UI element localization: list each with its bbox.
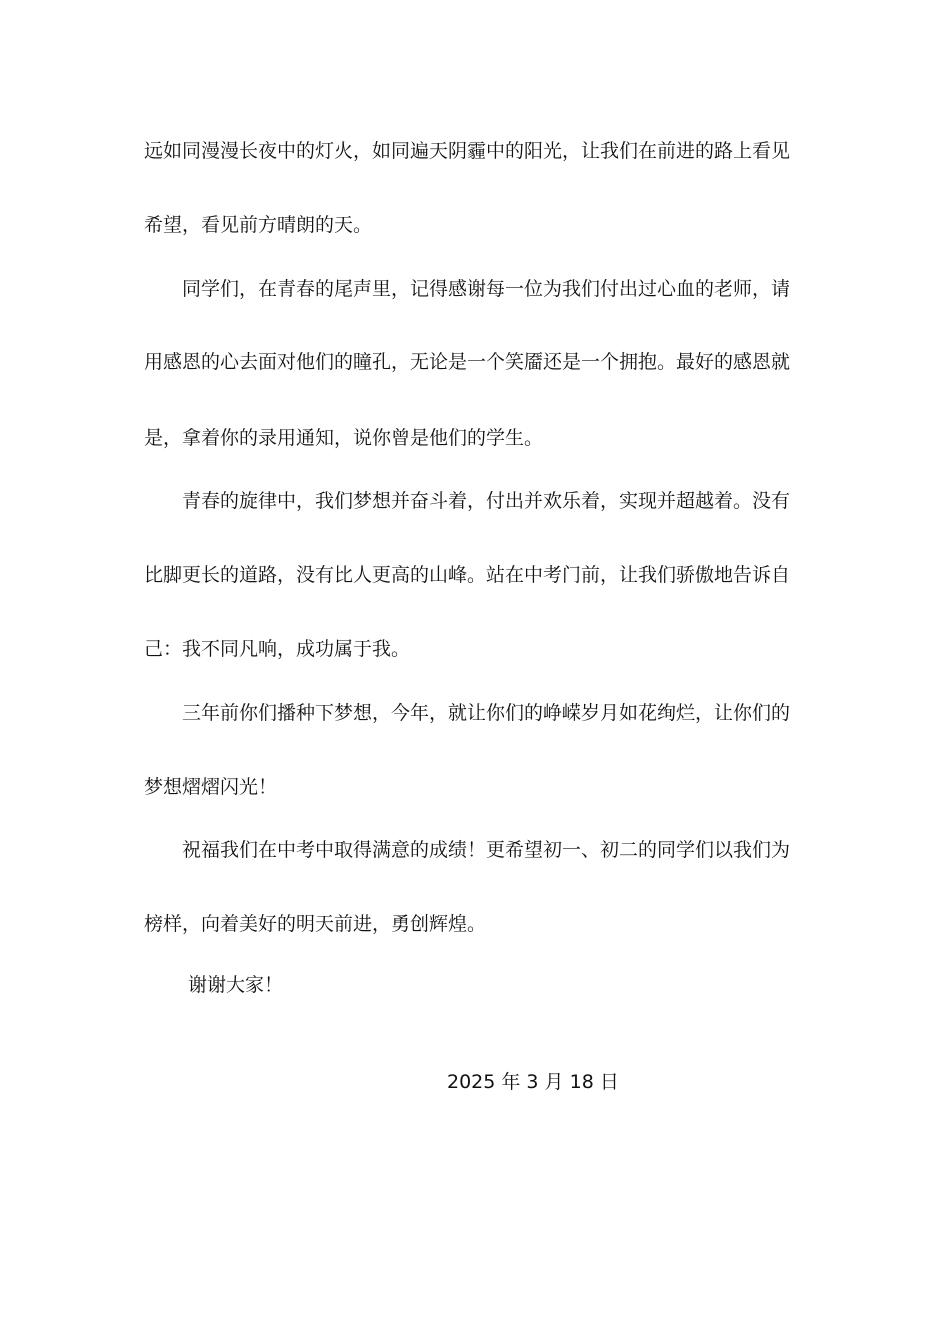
paragraph-line: 祝福我们在中考中取得满意的成绩！更希望初一、初二的同学们以我们为	[182, 839, 791, 861]
paragraph-line: 远如同漫漫长夜中的灯火，如同遍天阴霾中的阳光，让我们在前进的路上看见	[144, 140, 791, 162]
paragraph-line: 己：我不同凡响，成功属于我。	[144, 638, 411, 660]
paragraph-line: 用感恩的心去面对他们的瞳孔，无论是一个笑靥还是一个拥抱。最好的感恩就	[144, 351, 791, 373]
paragraph-line: 同学们，在青春的尾声里，记得感谢每一位为我们付出过心血的老师，请	[182, 278, 791, 300]
paragraph-line: 希望，看见前方晴朗的天。	[144, 214, 373, 236]
paragraph-line: 比脚更长的道路，没有比人更高的山峰。站在中考门前，让我们骄傲地告诉自	[144, 564, 791, 586]
paragraph-line: 梦想熠熠闪光！	[144, 776, 278, 798]
paragraph-line: 榜样，向着美好的明天前进，勇创辉煌。	[144, 913, 487, 935]
paragraph-line: 三年前你们播种下梦想，今年，就让你们的峥嵘岁月如花绚烂，让你们的	[182, 702, 791, 724]
document-date: 2025 年 3 月 18 日	[447, 1071, 619, 1093]
paragraph-line: 青春的旋律中，我们梦想并奋斗着，付出并欢乐着，实现并超越着。没有	[182, 490, 791, 512]
paragraph-line: 是，拿着你的录用通知，说你曾是他们的学生。	[144, 427, 544, 449]
closing-line: 谢谢大家！	[188, 974, 284, 996]
